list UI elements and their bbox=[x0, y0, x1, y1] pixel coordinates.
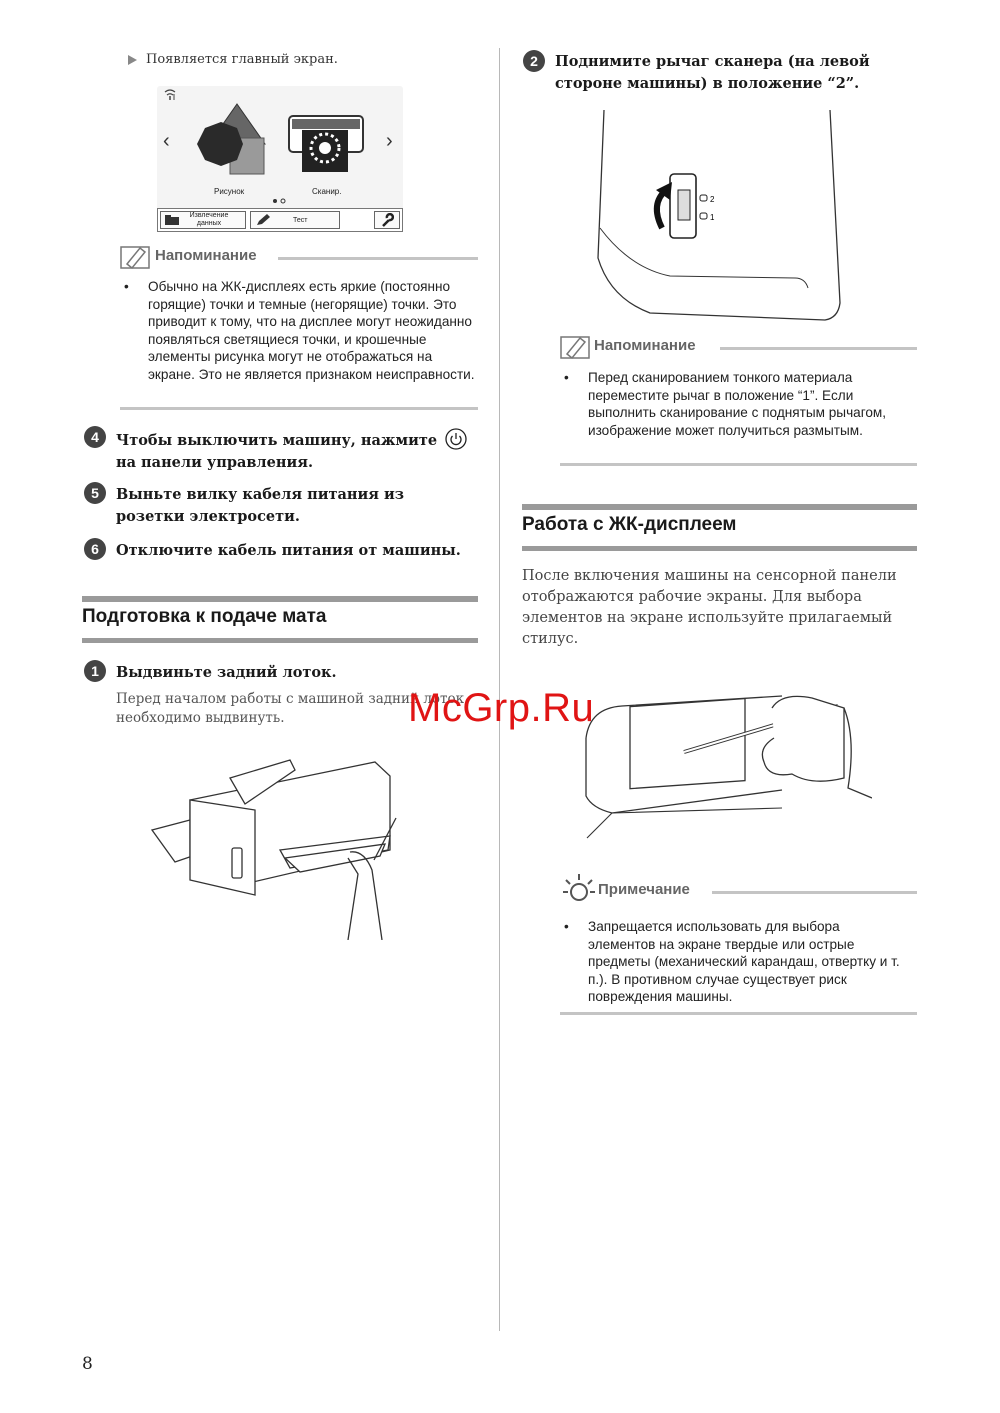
memo1-bottom-rule bbox=[120, 407, 478, 410]
step-6-number: 6 bbox=[84, 538, 106, 560]
wifi-icon bbox=[165, 90, 175, 100]
section-mat-bottom-bar bbox=[82, 638, 478, 643]
lcd-bottom-bar bbox=[157, 208, 403, 232]
note-bullet: • Запрещается использовать для выбора элементов на экране твердые или острые предметы (механический карандаш, отвертку и т. п.). В противном случае существует риск повреждения машины. bbox=[564, 919, 900, 1004]
memo1-text: Обычно на ЖК-дисплеях есть яркие (постоянно горящие) точки и темные (негорящие) точки. Это приводит к тому, что на дисплее могут неожиданно появляться светящиеся точки, и крошечные элементы рисунка могут не отображаться на экране. Это не является признаком неисправности. bbox=[148, 279, 475, 382]
memo2-bottom-rule bbox=[560, 463, 917, 466]
section-lcd-top-bar bbox=[522, 504, 917, 510]
memo2-heading: Напоминание bbox=[594, 337, 696, 354]
test-button[interactable] bbox=[250, 211, 340, 229]
step-5-number: 5 bbox=[84, 482, 106, 504]
section-lcd-title: Работа с ЖК-дисплеем bbox=[522, 514, 737, 535]
memo1-heading: Напоминание bbox=[155, 247, 257, 264]
result-arrow-icon bbox=[128, 55, 137, 65]
memo1-bullet: • Обычно на ЖК-дисплеях есть яркие (постоянно горящие) точки и темные (негорящие) точки. Это приводит к тому, что на дисплее могут неожиданно появляться светящиеся точки, и крошечные элементы рисунка могут не отображаться на экране. Это не является признаком неисправности. bbox=[124, 279, 475, 382]
next-page-arrow[interactable]: › bbox=[386, 130, 393, 152]
right-step-2-number: 2 bbox=[523, 50, 545, 72]
memo2-text: Перед сканированием тонкого материала переместите рычаг в положение “1”. Если выполнить сканирование с поднятым рычагом, изображение может получиться размытым. bbox=[588, 370, 887, 438]
section-mat-title: Подготовка к подаче мата bbox=[82, 606, 327, 627]
machine-rear-tray-illustration bbox=[150, 740, 410, 940]
memo2-rule bbox=[720, 347, 917, 350]
folder-icon bbox=[165, 215, 179, 225]
memo1-rule bbox=[278, 257, 478, 260]
note-lightbulb-icon bbox=[562, 872, 596, 906]
step-4-text bbox=[116, 428, 482, 474]
test-label: Тест bbox=[293, 216, 308, 224]
pattern-label[interactable]: Рисунок bbox=[214, 187, 245, 196]
step-4-text-before: Чтобы выключить машину, нажмите bbox=[116, 432, 438, 449]
note-heading: Примечание bbox=[598, 881, 690, 898]
wrench-icon bbox=[380, 213, 394, 227]
scanner-lever-illustration bbox=[590, 108, 850, 328]
power-button-icon bbox=[445, 428, 467, 450]
section-lcd-bottom-bar bbox=[522, 546, 917, 551]
watermark: McGrp.Ru bbox=[408, 686, 595, 730]
mat-step-1-number: 1 bbox=[84, 660, 106, 682]
step-5-text: Выньте вилку кабеля питания из розетки электросети. bbox=[116, 486, 404, 525]
section-lcd-body: После включения машины на сенсорной панели отображаются рабочие экраны. Для выбора элементов на экране используйте прилагаемый стилус. bbox=[522, 568, 897, 647]
result-line bbox=[128, 52, 338, 67]
prev-page-arrow[interactable]: ‹ bbox=[163, 130, 170, 152]
mat-step-1-body: Перед началом работы с машиной задний лоток необходимо выдвинуть. bbox=[116, 691, 465, 726]
lever-label-2: 2 bbox=[710, 195, 715, 204]
step-4-number: 4 bbox=[84, 426, 106, 448]
scan-icon bbox=[289, 116, 363, 172]
scan-label[interactable]: Сканир. bbox=[312, 187, 342, 196]
data-retrieval-label: Извлечение данных bbox=[189, 212, 229, 227]
note-text: Запрещается использовать для выбора элементов на экране твердые или острые предметы (механический карандаш, отвертку и т. п.). В противном случае существует риск повреждения машины. bbox=[588, 919, 900, 1004]
mat-step-1-text: Выдвиньте задний лоток. bbox=[116, 664, 337, 681]
page-number: 8 bbox=[82, 1354, 93, 1374]
memo2-pencil-icon bbox=[560, 334, 592, 360]
settings-button[interactable] bbox=[374, 211, 400, 229]
lcd-home-screen bbox=[157, 86, 403, 232]
note-bottom-rule bbox=[560, 1012, 917, 1015]
pattern-shapes-icon bbox=[197, 104, 265, 174]
data-retrieval-button[interactable] bbox=[160, 211, 246, 229]
stylus-on-screen-illustration bbox=[582, 678, 872, 843]
result-text: Появляется главный экран. bbox=[146, 52, 338, 67]
lever-label-1: 1 bbox=[710, 213, 715, 222]
memo-pencil-icon bbox=[120, 244, 152, 270]
step-6-text: Отключите кабель питания от машины. bbox=[116, 542, 461, 559]
pen-icon bbox=[255, 214, 271, 226]
note-rule bbox=[712, 891, 917, 894]
right-step-2-text: Поднимите рычаг сканера (на левой стороне машины) в положение “2”. bbox=[555, 53, 870, 92]
step-4-text-after: на панели управления. bbox=[116, 454, 314, 471]
memo2-bullet: • Перед сканированием тонкого материала переместите рычаг в положение “1”. Если выполнить сканирование с поднятым рычагом, изображение может получиться размытым. bbox=[564, 370, 887, 438]
section-mat-top-bar bbox=[82, 596, 478, 602]
